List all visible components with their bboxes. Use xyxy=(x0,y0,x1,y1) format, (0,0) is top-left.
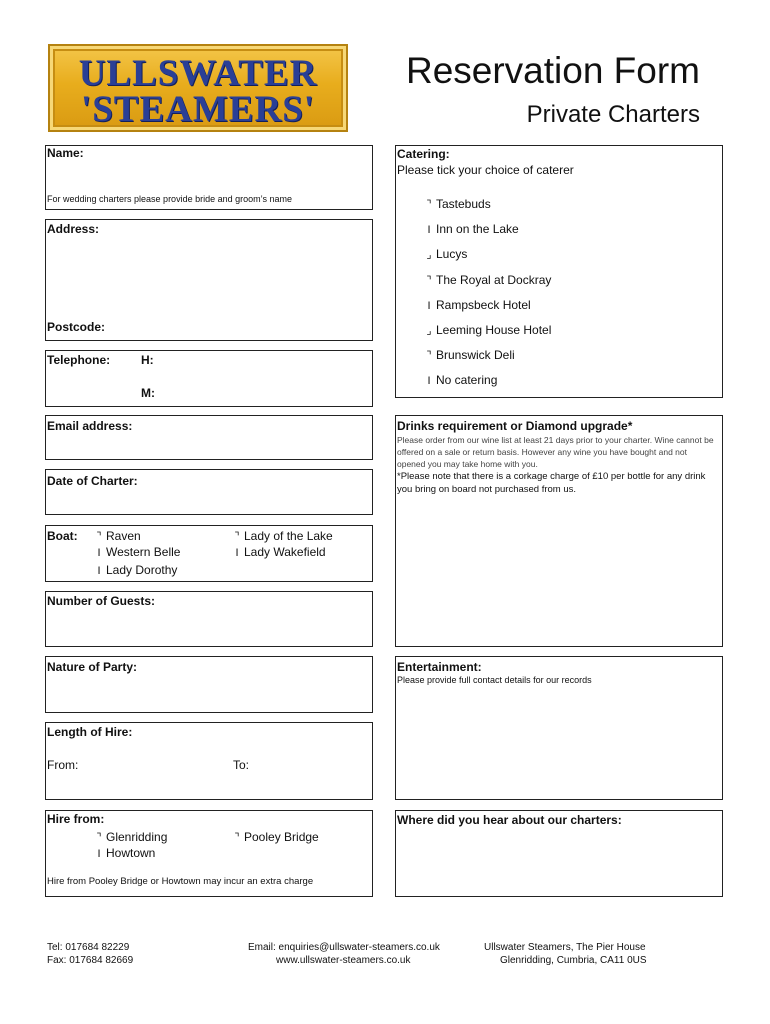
boat-option-western-belle[interactable]: I Western Belle xyxy=(94,545,180,559)
checkbox-icon: ⌝ xyxy=(234,832,240,844)
date-label: Date of Charter: xyxy=(47,474,138,488)
logo-line-1: ULLSWATER xyxy=(78,53,318,94)
guests-label: Number of Guests: xyxy=(47,594,156,608)
hire-from-time-label: From: xyxy=(47,758,79,772)
checkbox-icon: ⌟ xyxy=(426,249,432,261)
party-label: Nature of Party: xyxy=(47,660,138,674)
checkbox-icon: ⌝ xyxy=(234,531,240,543)
page-subtitle: Private Charters xyxy=(526,101,700,128)
caterer-option-tastebuds[interactable]: ⌝ Tastebuds xyxy=(424,197,491,211)
caterer-option-lucys[interactable]: ⌟ Lucys xyxy=(424,247,467,261)
checkbox-icon: ⌝ xyxy=(96,531,102,543)
boat-option-raven[interactable]: ⌝ Raven xyxy=(94,529,141,543)
address-label: Address: xyxy=(47,222,100,236)
caterer-option-inn-on-the-lake[interactable]: I Inn on the Lake xyxy=(424,222,519,236)
email-label: Email address: xyxy=(47,419,133,433)
checkbox-icon: ⌝ xyxy=(426,199,432,211)
checkbox-icon: I xyxy=(235,547,239,559)
caterer-option-no-catering[interactable]: I No catering xyxy=(424,373,497,387)
home-phone-label: H: xyxy=(141,353,154,367)
pier-option-glenridding[interactable]: ⌝ Glenridding xyxy=(94,830,167,844)
footer-fax: Fax: 017684 82669 xyxy=(47,955,134,966)
boat-option-lady-dorothy[interactable]: I Lady Dorothy xyxy=(94,563,177,577)
caterer-option-brunswick-deli[interactable]: ⌝ Brunswick Deli xyxy=(424,348,515,362)
pier-option-howtown[interactable]: I Howtown xyxy=(94,846,155,860)
checkbox-icon: I xyxy=(97,565,101,577)
ullswater-steamers-logo xyxy=(48,44,348,132)
logo-line-2: 'STEAMERS' xyxy=(80,89,316,130)
hire-length-label: Length of Hire: xyxy=(47,725,133,739)
mobile-phone-label: M: xyxy=(141,386,155,400)
catering-instruction: Please tick your choice of caterer xyxy=(397,163,574,177)
checkbox-icon: I xyxy=(427,300,431,312)
footer-tel: Tel: 017684 82229 xyxy=(47,942,130,953)
entertainment-label: Entertainment: xyxy=(397,660,482,674)
checkbox-icon: ⌟ xyxy=(426,325,432,337)
footer-address-line-1: Ullswater Steamers, The Pier House xyxy=(484,942,646,953)
hire-from-label: Hire from: xyxy=(47,812,105,826)
checkbox-icon: I xyxy=(427,224,431,236)
telephone-label: Telephone: xyxy=(47,353,111,367)
entertainment-note: Please provide full contact details for our records xyxy=(397,675,592,685)
corkage-note: *Please note that there is a corkage charge of £10 per bottle for any drink you bring on board not purchased from us. xyxy=(397,471,706,495)
checkbox-icon: ⌝ xyxy=(426,275,432,287)
boat-option-lady-wakefield[interactable]: I Lady Wakefield xyxy=(232,545,326,559)
boat-label: Boat: xyxy=(47,529,78,543)
drinks-label: Drinks requirement or Diamond upgrade* xyxy=(397,419,633,433)
footer-email[interactable]: Email: enquiries@ullswater-steamers.co.uk xyxy=(248,942,440,953)
checkbox-icon: I xyxy=(97,547,101,559)
name-note: For wedding charters please provide bride and groom’s name xyxy=(47,194,292,204)
hire-from-note: Hire from Pooley Bridge or Howtown may incur an extra charge xyxy=(47,876,314,887)
pier-option-pooley-bridge[interactable]: ⌝ Pooley Bridge xyxy=(232,830,319,844)
footer-address-line-2: Glenridding, Cumbria, CA11 0US xyxy=(500,955,647,966)
name-label: Name: xyxy=(47,146,84,160)
postcode-label: Postcode: xyxy=(47,320,106,334)
caterer-option-leeming-house-hotel[interactable]: ⌟ Leeming House Hotel xyxy=(424,323,551,337)
caterer-option-rampsbeck-hotel[interactable]: I Rampsbeck Hotel xyxy=(424,298,531,312)
checkbox-icon: I xyxy=(97,848,101,860)
drinks-note: Please order from our wine list at least 21 days prior to your charter. Wine cannot be offered on a sale or return basis. However any wine you have bought and not opened you may take home with you. xyxy=(397,435,714,469)
catering-label: Catering: xyxy=(397,147,450,161)
footer-website[interactable]: www.ullswater-steamers.co.uk xyxy=(276,955,411,966)
heard-label: Where did you hear about our charters: xyxy=(397,813,622,827)
hire-to-time-label: To: xyxy=(233,758,250,772)
checkbox-icon: I xyxy=(427,375,431,387)
caterer-option-royal-at-dockray[interactable]: ⌝ The Royal at Dockray xyxy=(424,273,551,287)
page-title: Reservation Form xyxy=(405,50,700,91)
boat-option-lady-of-the-lake[interactable]: ⌝ Lady of the Lake xyxy=(232,529,333,543)
checkbox-icon: ⌝ xyxy=(426,350,432,362)
checkbox-icon: ⌝ xyxy=(96,832,102,844)
